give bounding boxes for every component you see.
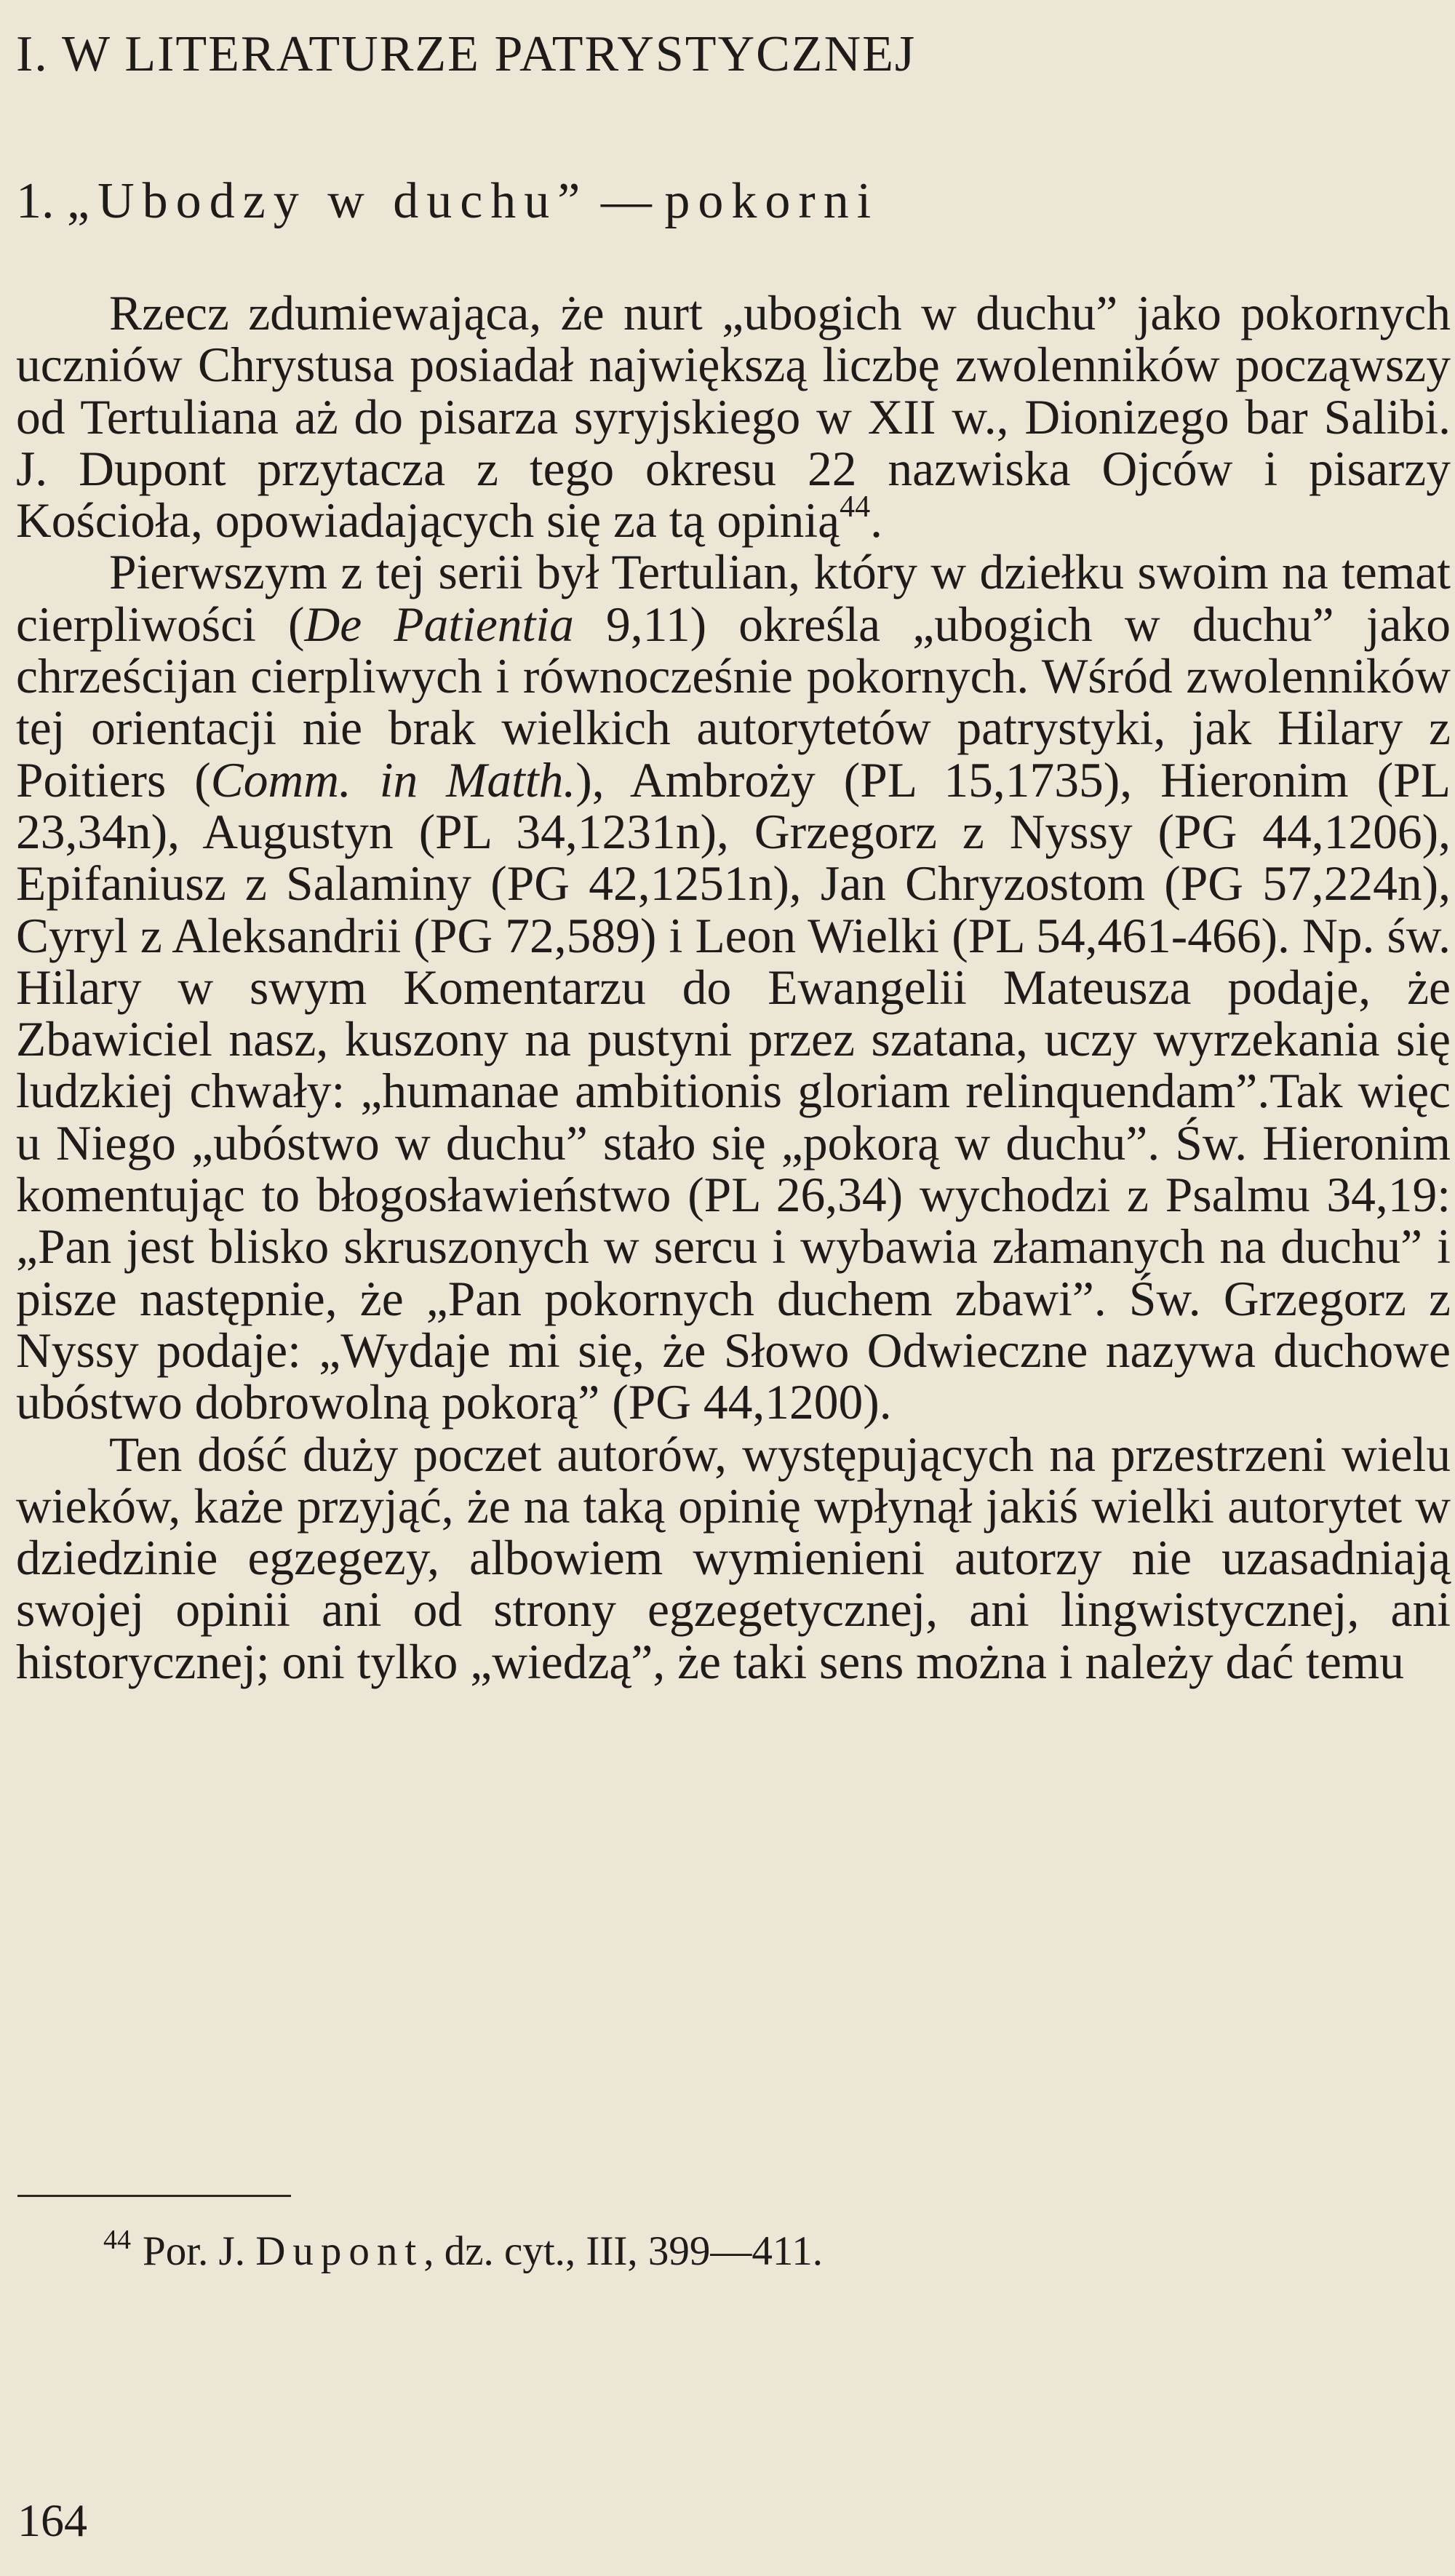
paragraph-text: Pierwszym z tej serii był Tertulian, który w dziełku swoim na temat cierpliwości ( <box>16 545 1451 652</box>
paragraph-text: Ten dość duży poczet autorów, występujących na przestrzeni wielu wieków, każe przyjąć, że na taką opinię wpłynął jakiś wielki autorytet w dziedzinie egzegezy, albowiem wymienieni autorzy nie uzasadniają swojej opinii ani od strony egzegetycznej, ani lingwistycznej, ani historycznej; oni tylko „wiedzą”, że taki sens można i należy dać temu <box>16 1427 1451 1689</box>
paragraph-text: . <box>870 493 882 549</box>
section-title-part2: pokorni <box>664 173 880 229</box>
footnote <box>103 2225 823 2277</box>
section-heading <box>16 169 1398 234</box>
chapter-heading: I. W LITERATURZE PATRYSTYCZNEJ <box>16 26 917 82</box>
footnote-number: 44 <box>103 2225 131 2255</box>
paragraph <box>16 546 1451 1428</box>
footnote-separator <box>17 2195 291 2197</box>
footnote-author: Dupont <box>255 2228 424 2274</box>
section-number: 1. <box>16 173 67 229</box>
footnote-text-before: Por. J. <box>143 2228 256 2274</box>
italic-title: Comm. in Matth. <box>210 752 576 808</box>
paragraph-text: ), Ambroży (PL 15,1735), Hieronim (PL 23,34n), Augustyn (PL 34,1231n), Grzegorz z Nyssy (PG 44,1206), Epifaniusz z Salaminy (PG 42,1251n), Jan Chryzostom (PG 57,224n), Cyryl z Aleksandrii (PG 72,589) i Leon Wielki (PL 54,461-466). Np. św. Hilary w swym Komentarzu do Ewangelii Mateusza podaje, że Zbawiciel nasz, kuszony na pustyni przez szatana, uczy wyrzekania się ludzkiej chwały: „humanae ambitionis gloriam relinquendam”.Tak więc u Niego „ubóstwo w duchu” stało się „pokorą w duchu”. Św. Hieronim komentując to błogosławieństwo (PL 26,34) wychodzi z Psalmu 34,19: „Pan jest blisko skruszonych w sercu i wybawia złamanych na duchu” i pisze następnie, że „Pan pokornych duchem zbawi”. Św. Grzegorz z Nyssy podaje: „Wydaje mi się, że Słowo Odwieczne nazywa duchowe ubóstwo dobrowolną pokorą” (PG 44,1200). <box>16 752 1451 1430</box>
paragraph <box>16 1429 1451 1688</box>
body-text <box>16 287 1451 1688</box>
paragraph <box>16 286 1451 549</box>
footnote-reference: 44 <box>840 490 871 525</box>
section-title-dash: — <box>588 173 665 229</box>
italic-title: De Patientia <box>304 597 574 652</box>
paragraph-text: Rzecz zdumiewająca, że nurt „ubogich w duchu” jako pokornych uczniów Chrystusa posiadał największą liczbę zwolenników począwszy od Tertuliana aż do pisarza syryjskiego w XII w., Dionizego bar Salibi. J. Dupont przytacza z tego okresu 22 nazwiska Ojców i pisarzy Kościoła, opowiadających się za tą opinią <box>16 286 1451 549</box>
section-title-part1: „Ubodzy w duchu” <box>67 173 589 229</box>
paragraph-text: 9,11) określa „ubogich w duchu” jako chrześcijan cierpliwych i równocześnie pokornych. Wśród zwolenników tej orientacji nie brak wielkich autorytetów patrystyki, jak Hilary z Poitiers ( <box>16 597 1451 808</box>
footnote-text-after: , dz. cyt., III, 399—411. <box>423 2228 823 2274</box>
page-number: 164 <box>17 2495 87 2546</box>
